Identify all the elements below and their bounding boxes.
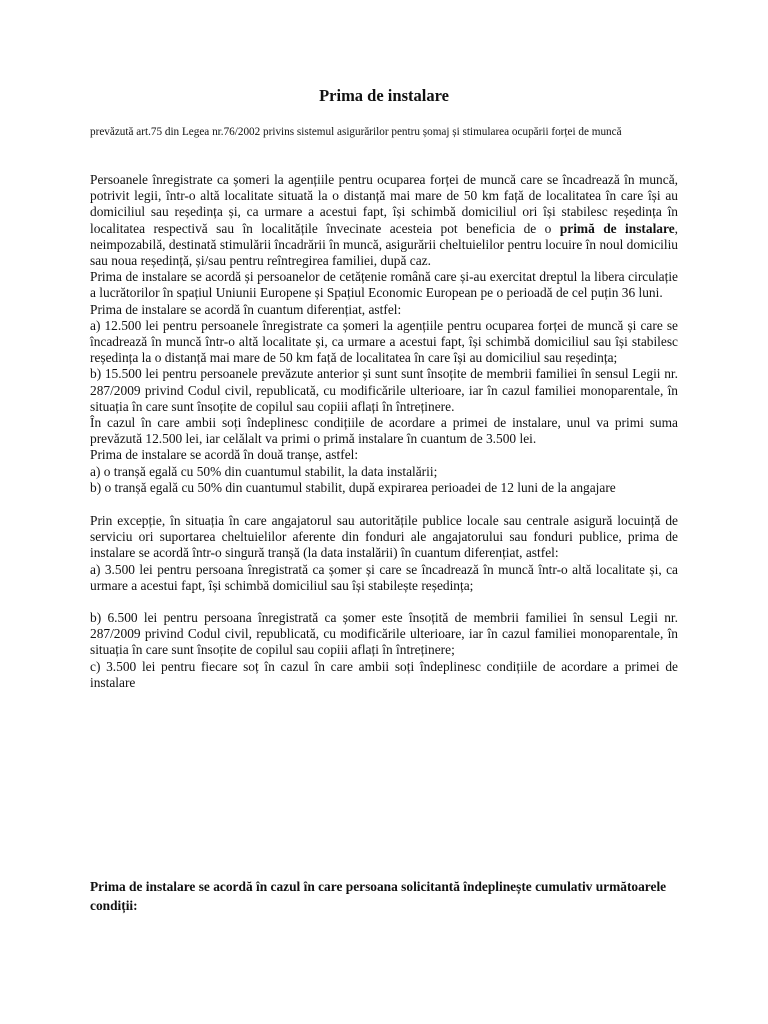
intro-text-after: , neimpozabilă, destinată stimulării încadrării în muncă, asigurării cheltuielilor pentru locuire în noul domiciliu sau noua reședință, și/sau pentru reîntregirea familiei, după caz. <box>90 220 678 269</box>
list-item-transa-a: a) o tranșă egală cu 50% din cuantumul stabilit, la data instalării; <box>90 463 438 479</box>
document-subtitle: prevăzută art.75 din Legea nr.76/2002 privins sistemul asigurărilor pentru șomaj și stimularea ocupării forței de muncă <box>90 126 622 138</box>
list-item-cuantum-a: a) 12.500 lei pentru persoanele înregistrate ca șomeri la agențiile pentru ocuparea forței de muncă și care se încadrează în muncă într-o altă localitate și, ca urmare a acestui fapt, își schimbă domiciliul sau își stabilesc reședința la o distanță mai mare de 50 km față de localitatea în care își au domiciliul sau reședința; <box>90 317 678 366</box>
paragraph-exceptie: Prin excepție, în situația în care angajatorul sau autoritățile publice locale sau centrale asigură locuință de serviciu ori suportarea cheltuielilor aferente din fonduri ale angajatorului sau fonduri publice, prima de instalare se acordă într-o singură tranșă (la data instalării) în cuantum diferențiat, astfel: <box>90 513 678 561</box>
spacer <box>90 594 678 610</box>
document-title: Prima de instalare <box>319 86 449 105</box>
list-item-exceptie-b: b) 6.500 lei pentru persoana înregistrată ca șomer este însoțită de membrii familiei în sensul Legii nr. 287/2009 privind Codul civil, republicată, cu modificările ulterioare, iar în cazul familiei monoparentale, în situația în care sunt însoțite de copilul sau copiii aflați în întreținere; <box>90 610 678 658</box>
list-item-transa-b: b) o tranșă egală cu 50% din cuantumul stabilit, după expirarea perioadei de 12 luni de la angajare <box>90 479 616 495</box>
conditions-heading: Prima de instalare se acordă în cazul în care persoana solicitantă îndeplinește cumulativ următoarele condiții: <box>90 879 667 913</box>
spacer <box>90 496 678 513</box>
paragraph-cuantum-intro: Prima de instalare se acordă în cuantum diferențiat, astfel: <box>90 301 402 317</box>
document-body <box>90 172 678 691</box>
list-item-exceptie-c: c) 3.500 lei pentru fiecare soț în cazul în care ambii soți îndeplinesc condițiile de acordare a primei de instalare <box>90 658 678 690</box>
list-item-exceptie-a: a) 3.500 lei pentru persoana înregistrată ca șomer și care se încadrează în muncă într-o altă localitate și, ca urmare a acestui fapt, își schimbă domiciliul sau își stabilește reședința; <box>90 561 678 593</box>
paragraph-transe-intro: Prima de instalare se acordă în două tranșe, astfel: <box>90 447 359 463</box>
paragraph-intro <box>90 172 678 269</box>
intro-text-before: Persoanele înregistrate ca șomeri la agențiile pentru ocuparea forței de muncă care se încadrează în muncă, potrivit legii, într-o altă localitate situată la o distanță mai mare de 50 km față de localitatea în care își au domiciliul sau reședința și, ca urmare a acestui fapt, își schimbă domiciliul ori își stabilesc reședința în localitatea respectivă sau în localitățile învecinate acesteia pot beneficia de o <box>90 172 678 236</box>
list-item-cuantum-b: b) 15.500 lei pentru persoanele prevăzute anterior și sunt sunt însoțite de membrii familiei în sensul Legii nr. 287/2009 privind Codul civil, republicată, cu modificările ulterioare, iar în cazul familiei monoparentale, în situația în care sunt însoțite de copilul sau copiii aflați în întreținere. <box>90 366 678 414</box>
intro-bold-term: primă de instalare <box>559 220 675 236</box>
paragraph-cetatenie: Prima de instalare se acordă și persoanelor de cetățenie română care și-au exercitat dreptul la libera circulație a lucrătorilor în spațiul Uniunii Europene și Spațiul Economic European pe o perioadă de cel puțin 36 luni. <box>90 269 678 301</box>
paragraph-soti: În cazul în care ambii soți îndeplinesc condițiile de acordare a primei de instalare, unul va primi suma prevăzută 12.500 lei, iar celălalt va primi o primă instalare în cuantum de 3.500 lei. <box>90 415 678 447</box>
